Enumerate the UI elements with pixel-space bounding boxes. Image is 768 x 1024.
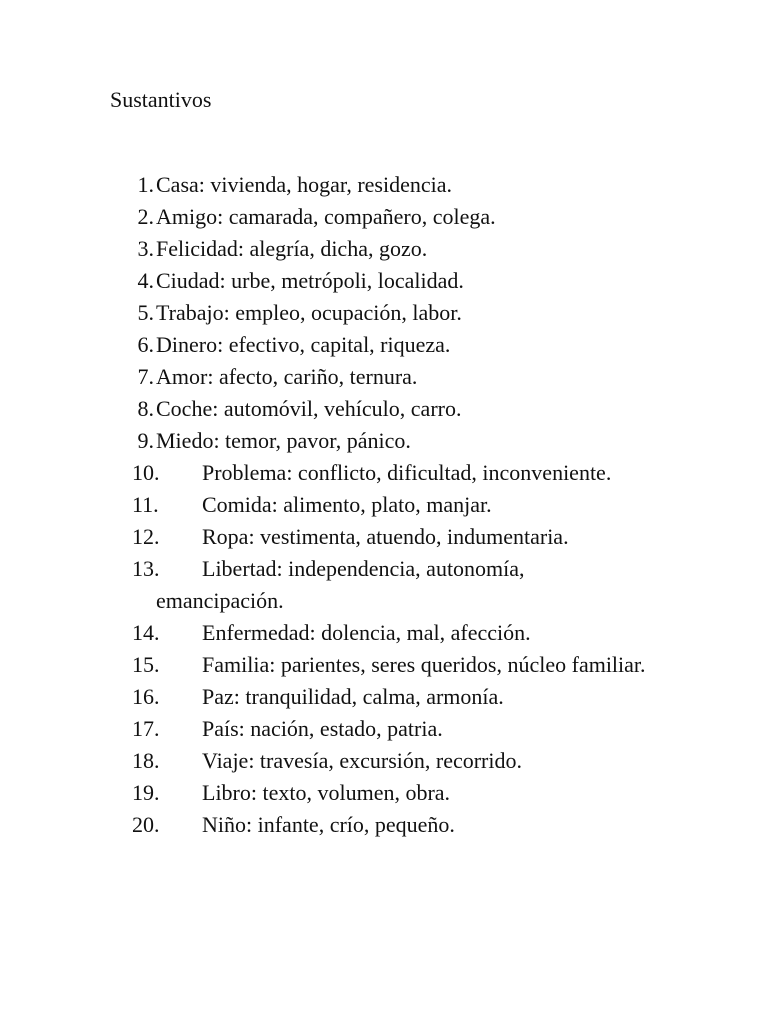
item-text: Enfermedad: dolencia, mal, afección. (202, 620, 531, 645)
list-item (110, 617, 650, 649)
item-text: Casa: vivienda, hogar, residencia. (156, 172, 453, 197)
list-item (110, 681, 650, 713)
list-item (110, 457, 650, 489)
document-heading: Sustantivos (110, 87, 212, 112)
item-number: 14. (132, 620, 160, 645)
list-item (110, 393, 650, 425)
item-text: Felicidad: alegría, dicha, gozo. (156, 236, 428, 261)
item-text: Miedo: temor, pavor, pánico. (156, 428, 411, 453)
item-text: País: nación, estado, patria. (202, 716, 443, 741)
item-number: 6. (137, 332, 154, 357)
list-item (110, 329, 650, 361)
list-item (110, 777, 650, 809)
item-number: 5. (137, 300, 154, 325)
item-number: 4. (137, 268, 154, 293)
item-number: 18. (132, 748, 160, 773)
item-number: 17. (132, 716, 160, 741)
list-item (110, 201, 650, 233)
item-number: 2. (137, 204, 154, 229)
item-text: Libro: texto, volumen, obra. (202, 780, 451, 805)
list-item (110, 745, 650, 777)
item-text: Libertad: independencia, autonomía, emancipación. (156, 556, 525, 613)
list-item (110, 233, 650, 265)
item-number: 10. (132, 460, 160, 485)
item-text: Niño: infante, crío, pequeño. (202, 812, 455, 837)
item-text: Ropa: vestimenta, atuendo, indumentaria. (202, 524, 569, 549)
item-number: 1. (137, 172, 154, 197)
list-item (110, 297, 650, 329)
item-text: Familia: parientes, seres queridos, núcleo familiar. (202, 652, 646, 677)
list-item (110, 265, 650, 297)
item-text: Ciudad: urbe, metrópoli, localidad. (156, 268, 464, 293)
item-number: 8. (137, 396, 154, 421)
item-text: Coche: automóvil, vehículo, carro. (156, 396, 462, 421)
item-text: Paz: tranquilidad, calma, armonía. (202, 684, 504, 709)
item-number: 16. (132, 684, 160, 709)
list-item (110, 521, 650, 553)
item-number: 19. (132, 780, 160, 805)
item-number: 7. (137, 364, 154, 389)
list-item (110, 649, 650, 681)
list-item (110, 489, 650, 521)
item-text: Comida: alimento, plato, manjar. (202, 492, 492, 517)
item-text: Amigo: camarada, compañero, colega. (156, 204, 496, 229)
item-number: 20. (132, 812, 160, 837)
list-item (110, 553, 650, 617)
item-text: Viaje: travesía, excursión, recorrido. (202, 748, 522, 773)
item-number: 13. (132, 556, 160, 581)
item-number: 15. (132, 652, 160, 677)
synonym-list (110, 169, 650, 841)
list-item (110, 425, 650, 457)
list-item (110, 809, 650, 841)
item-number: 12. (132, 524, 160, 549)
item-number: 3. (137, 236, 154, 261)
item-number: 9. (137, 428, 154, 453)
list-item (110, 713, 650, 745)
item-text: Trabajo: empleo, ocupación, labor. (156, 300, 462, 325)
item-text: Dinero: efectivo, capital, riqueza. (156, 332, 451, 357)
item-number: 11. (132, 492, 159, 517)
item-text: Amor: afecto, cariño, ternura. (156, 364, 418, 389)
item-text: Problema: conflicto, dificultad, inconveniente. (202, 460, 612, 485)
list-item (110, 169, 650, 201)
list-item (110, 361, 650, 393)
